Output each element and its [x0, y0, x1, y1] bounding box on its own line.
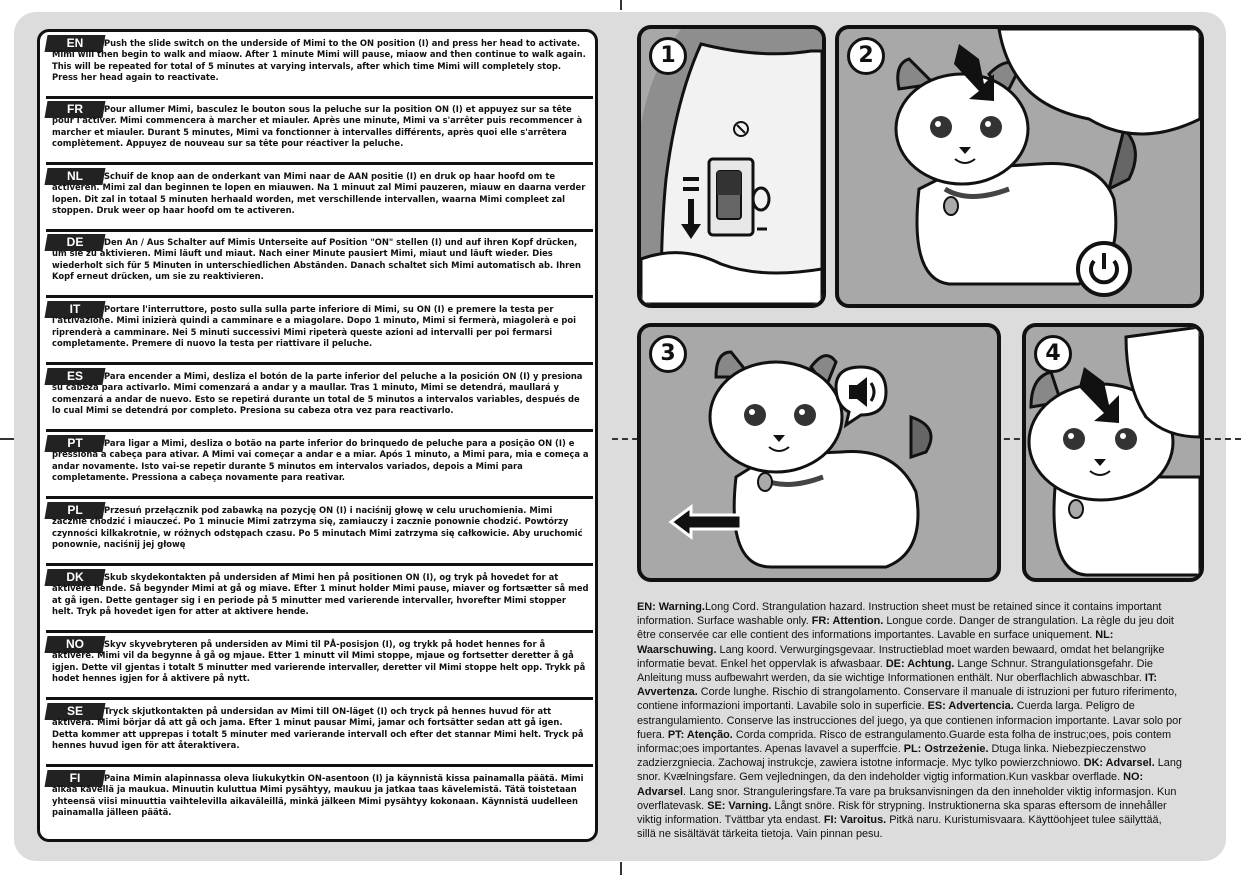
fold-mark-top [620, 0, 622, 10]
language-tag: NO [45, 636, 106, 653]
language-tag: PL [45, 502, 106, 519]
instruction-text: Skyv skyvebryteren på undersiden av Mimi til PÅ-posisjon (I), og trykk på hodet hennes for å aktivere. Mimi vil da begynne å gå og mjaue. Etter 1 minutt vil Mimi stoppe, mjaue og fortsetter deretter å gå igjen. Dette vil gjentas i totalt 5 minutter med varierende intervaller, deretter vil Mimi stoppe helt opp. Trykk på hodet hennes igjen for å aktivere på nytt. [52, 639, 586, 684]
instruction-text: Den An / Aus Schalter auf Mimis Unterseite auf Position "ON" stellen (I) und auf ihren Kopf drücken, um sie zu aktivieren. Mimi läuft und miaut. Nach einer Minute pausiert Mimi, miaut und läuft wieder. Dies wiederholt sich für 5 Minuten in unterschiedlichen Abständen. Danach schaltet sich Mimi automatisch ab. Ihren Kopf erneut drücken, um sie zu reaktivieren. [52, 237, 581, 282]
power-button-icon [1097, 261, 1111, 275]
language-tag: FR [45, 101, 106, 118]
instruction-text: Pour allumer Mimi, basculez le bouton sous la peluche sur la position ON (I) et appuyez sur sa tête pour l'activer. Mimi commencera à marcher et miauler. Après une minute, Mimi va s'arrêter puis recommencer à marcher et miauler. Durant 5 minutes, Mimi va fonctionner à intervalles différents, après quoi elle s'arrêtera complètement. Appuyez de nouveau sur sa tête pour réactiver la peluche. [52, 104, 583, 149]
language-tag: NL [45, 168, 106, 185]
instruction-de [46, 234, 593, 292]
language-tag: EN [45, 35, 106, 52]
crop-mark-left [0, 438, 14, 440]
instruction-text: Przesuń przełącznik pod zabawką na pozycję ON (I) i naciśnij głowę w celu uruchomienia. Mimi zacznie chodzić i miauczeć. Po 1 minucie Mimi zatrzyma się, zamiauczy i zacznie ponownie chodzić. Powtórzy czynności kilkakrotnie, w różnych odstępach czasu. Po 5 minutach Mimi zatrzyma się całkowicie. Aby uruchomić ponownie, naciśnij jej głowę [52, 505, 583, 550]
instruction-text: Para ligar a Mimi, desliza o botão na parte inferior do brinquedo de peluche para a posição ON (I) e pressiona a cabeça para ativar. A Mimi vai começar a andar e a miar. Após 1 minuto, a Mimi para, mia e começa a andar novamente. Isto vai-se repetir durante 5 minutos em intervalos variados, depois a Mimi para completamente. Pressiona a cabeça novamente para reativar. [52, 438, 589, 483]
language-tag: ES [45, 368, 106, 385]
instruction-text: Schuif de knop aan de onderkant van Mimi naar de AAN positie (I) en druk op haar hoofd om te activeren. Mimi zal dan beginnen te lopen en miauwen. Na 1 minuut zal Mimi pauzeren, miauw en daarna verder lopen. Dit zal in totaal 5 minuten herhaald worden, met verschillende intervallen, waarna Mimi compleet zal stoppen. Druk weer op haar hoofd om te activeren. [52, 171, 586, 216]
language-tag: SE [45, 703, 106, 720]
instruction-en [46, 35, 593, 93]
language-tag: FI [45, 770, 106, 787]
cat-head-press-illustration [839, 29, 1200, 304]
instruction-pl [46, 502, 593, 560]
language-tag: PT [45, 435, 106, 452]
language-instructions-panel [37, 29, 598, 842]
step-3-panel [637, 323, 1001, 582]
instruction-fr [46, 101, 593, 159]
warning-text: EN: Warning.Long Cord. Strangulation hazard. Instruction sheet must be retained since it contains important information. Surface washable only. FR: Attention. Longue corde. Danger de strangulation. La règle du jeu doit être conservée car elle contient des informations importantes. Lavable en surface uniquement. NL: Waarschuwing. Lang koord. Verwurgingsgevaar. Instructieblad moet warden bewaard, omdat het belangrijke informatie bevat. Enkel het oppervlak is afwasbaar. DE: Achtung. Lange Schnur. Strangulationsgefahr. Die Anleitung muss aufbewahrt werden, da sie wichtige Informationen enthält. Nur oberflachlich abwaschbar. IT: Avvertenza. Corde lunghe. Rischio di strangolamento. Conservare il manuale di istruzioni per futuro riferimento, contiene informazioni importanti. Lavabile solo in superficie. ES: Advertencia. Cuerda larga. Peligro de estrangulamiento. Conserve las instrucciones del juego, ya que contienen informacion importante. Lavar solo por fuera. PT: Atenção. Corda comprida. Risco de estrangulamento.Guarde esta folha de instruc;oes, pois contem informac;oes importantes. Apenas lavavel a superffcie. PL: Ostrzeżenie. Dtuga linka. Niebezpieczenstwo zadzierzgniecia. Zachowaj instrukcje, zawiera istotne informacje. Myc tylko powierzchniowo. DK: Advarsel. Lang snor. Kvælningsfare. Gem vejledningen, da den indeholder vigtig information.Kun vaskbar overflade. NO: Advarsel. Lang snor. Stranguleringsfare.Ta vare pa bruksanvisningen da den inneholder viktig informasjon. Kun overflatevask. SE: Varning. Långt snöre. Risk för strypning. Instruktionerna ska sparas eftersom de innehåller viktig information. Tvättbar yta endast. FI: Varoitus. Pitkä naru. Kuristumisvaara. Käyttöohjeet tulee säilyttää, sillä ne sisältävät tärkeita tietoja. Vain pinnan pesu. [637, 601, 1182, 841]
language-tag: DE [45, 234, 106, 251]
instruction-text: Para encender a Mimi, desliza el botón de la parte inferior del peluche a la posición ON (I) y presiona su cabeza para activarlo. Mimi comenzará a andar y a maullar. Tras 1 minuto, Mimi se detendrá, maullará y comenzará a andar de nuevo. Esto se repetirá durante un total de 5 minutos a intervalos variables, después de lo cual Mimi se detendrá por completo. Presiona su cabeza otra vez para reactivarlo. [52, 371, 583, 416]
language-tag: IT [45, 301, 106, 318]
instruction-pt [46, 435, 593, 493]
instruction-no [46, 636, 593, 694]
cat-walking-illustration [641, 327, 997, 578]
instruction-it [46, 301, 593, 359]
instruction-text: Tryck skjutkontakten på undersidan av Mimi till ON-läget (I) och tryck på hennes huvud för att aktivera. Mimi börjar då att gå och jama. Efter 1 minut pausar Mimi, jamar och fortsätter sedan att gå igen. Detta kommer att upprepas i totalt 5 minuter med varierande intervall och efter det stannar Mimi helt. Tryck på hennes huvud igen för att återaktivera. [52, 706, 584, 751]
step-1-panel [637, 25, 826, 308]
instruction-fi [46, 770, 593, 828]
step-2-panel [835, 25, 1204, 308]
fold-mark-bottom [620, 862, 622, 875]
instruction-text: Skub skydekontakten på undersiden af Mimi hen på positionen ON (I), og tryk på hovedet for at aktivere hende. Så begynder Mimi at gå og miave. Efter 1 minut holder Mimi pause, miaver og fortsætter så med at gå igen. Dette gentager sig i en periode på 5 minutter med varierende intervaller, hvorefter Mimi stopper helt. Tryk på hovedet igen for atter at aktivere hende. [52, 572, 589, 617]
step-4-panel [1022, 323, 1204, 582]
instruction-text: Push the slide switch on the underside of Mimi to the ON position (I) and press her head to activate. Mimi will then begin to walk and miaow. After 1 minute Mimi will pause, miaow and then continue to walk again. This will be repeated for total of 5 minutes at varying intervals, after which time Mimi will completely stop. Press her head again to reactivate. [52, 38, 586, 83]
speaker-icon [846, 372, 870, 412]
instruction-nl [46, 168, 593, 226]
step-number: 4 [1034, 335, 1072, 373]
step-number: 2 [847, 37, 885, 75]
step-number: 1 [649, 37, 687, 75]
language-tag: DK [45, 569, 106, 586]
instruction-se [46, 703, 593, 761]
instruction-text: Portare l'interruttore, posto sulla sulla parte inferiore di Mimi, su ON (I) e premere la testa per l'attivazione. Mimi inizierà quindi a camminare e a miagolare. Dopo 1 minuto, Mimi si fermerà, miagolerà e poi riprenderà a camminare. Nei 5 minuti successivi Mimi ripeterà queste azioni ad intervalli per poi fermarsi completamente. Premere di nuovo la testa per riattivare il peluche. [52, 304, 577, 349]
instruction-dk [46, 569, 593, 627]
instruction-es [46, 368, 593, 426]
step-number: 3 [649, 335, 687, 373]
left-arrow-icon [671, 507, 741, 537]
instruction-text: Paina Mimin alapinnassa oleva liukukytkin ON-asentoon (I) ja käynnistä kissa painamalla päätä. Mimi alkaa kävellä ja maukua. Minuutin kuluttua Mimi pysähtyy, maukuu ja jatkaa taas kävelemistä. Tätä toistetaan yhteensä viisi minuuttia vaihtelevilla aikaväleillä, minkä jälkeen Mimi pysähtyy kokonaan. Käynnistä uudelleen painamalla jälleen päätä. [52, 773, 584, 818]
